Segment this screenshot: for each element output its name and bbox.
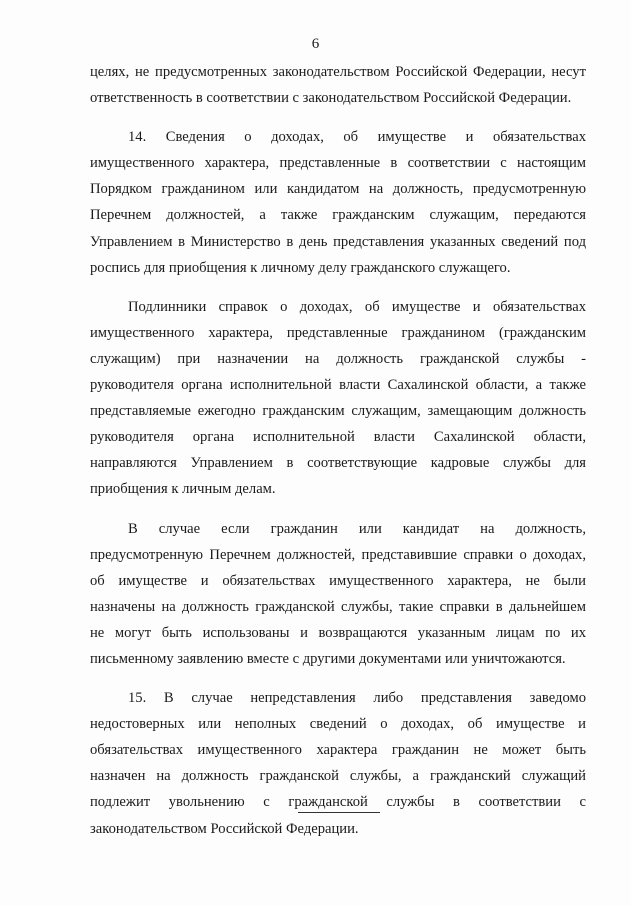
text-line: назначены на должность гражданской службы, такие справки в дальнейшем xyxy=(90,598,586,615)
text-line: руководителя органа исполнительной власти Сахалинской области, xyxy=(90,429,586,446)
text-line: недостоверных или неполных сведений о доходах, об имуществе и xyxy=(90,716,586,733)
text-line: приобщения к личным делам. xyxy=(90,481,276,498)
text-line: предусмотренную Перечнем должностей, представившие справки о доходах, xyxy=(90,546,586,563)
text-line: имущественного характера, представленные в соответствии с настоящим xyxy=(90,155,586,172)
text-line: ответственность в соответствии с законодательством Российской Федерации. xyxy=(90,90,572,107)
paragraph-15 xyxy=(90,685,586,842)
document-body xyxy=(90,59,586,855)
text-line: представляемые ежегодно гражданским служащим, замещающим должность xyxy=(90,403,586,420)
text-line: назначен на должность гражданской службы, а гражданский служащий xyxy=(90,768,586,785)
paragraph-14 xyxy=(90,124,586,281)
paragraph-continuation xyxy=(90,59,586,111)
text-line: В случае если гражданин или кандидат на должность, xyxy=(128,520,586,537)
end-separator-line xyxy=(298,812,380,813)
text-line: служащим) при назначении на должность гражданской службы - xyxy=(90,350,586,367)
text-line: роспись для приобщения к личному делу гражданского служащего. xyxy=(90,259,511,276)
page-number: 6 xyxy=(311,36,320,52)
text-line: Управлением в Министерство в день представления указанных сведений под xyxy=(90,233,586,250)
text-line: обязательствах имущественного характера гражданин не может быть xyxy=(90,742,586,759)
text-line: об имуществе и обязательствах имущественного характера, не были xyxy=(90,572,586,589)
text-line: целях, не предусмотренных законодательством Российской Федерации, несут xyxy=(90,64,586,80)
paragraph-originals xyxy=(90,294,586,503)
text-line: 14. Сведения о доходах, об имуществе и обязательствах xyxy=(128,129,586,146)
text-line: 15. В случае непредставления либо представления заведомо xyxy=(128,690,586,707)
text-line: Подлинники справок о доходах, об имуществе и обязательствах xyxy=(128,298,586,315)
text-line: Порядком гражданином или кандидатом на должность, предусмотренную xyxy=(90,181,586,198)
text-line: не могут быть использованы и возвращаются указанным лицам по их xyxy=(90,624,586,641)
paragraph-not-appointed xyxy=(90,516,586,673)
text-line: руководителя органа исполнительной власти Сахалинской области, а также xyxy=(90,377,586,394)
text-line: имущественного характера, представленные гражданином (гражданским xyxy=(90,324,586,341)
text-line: письменному заявлению вместе с другими документами или уничтожаются. xyxy=(90,650,566,667)
text-line: направляются Управлением в соответствующие кадровые службы для xyxy=(90,455,586,472)
text-line: законодательством Российской Федерации. xyxy=(90,820,359,837)
text-line: подлежит увольнению с гражданской службы в соответствии с xyxy=(90,794,586,811)
text-line: Перечнем должностей, а также гражданским служащим, передаются xyxy=(90,207,586,224)
